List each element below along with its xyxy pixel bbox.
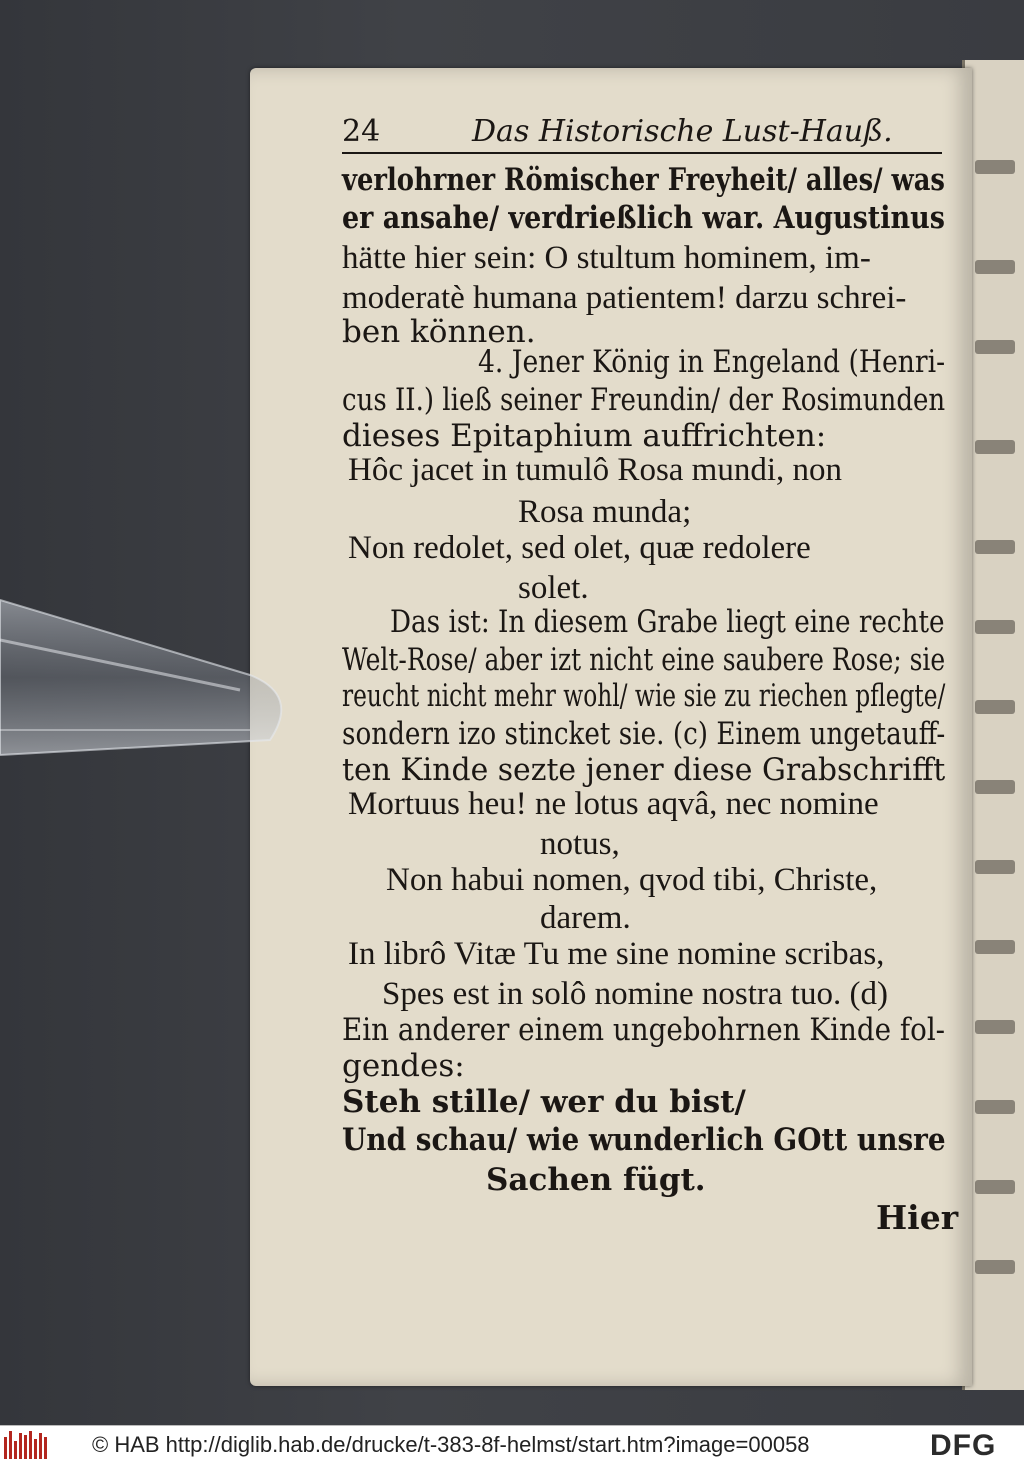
text-line: In librô Vitæ Tu me sine nomine scribas, [348,936,885,972]
text-line: hätte hier sein: O stultum hominem, im- [342,240,871,276]
text-line: sondern izo stincket sie. (c) Einem ungetauff- [342,716,946,752]
hab-logo-icon [4,1431,48,1459]
text-line: Steh stille/ wer du bist/ [342,1084,746,1120]
text-line: Ein anderer einem ungebohrnen Kinde fol- [342,1012,946,1048]
text-line: Sachen fügt. [486,1162,706,1198]
footer-copyright-url[interactable]: © HAB http://diglib.hab.de/drucke/t-383-8f-helmst/start.htm?image=00058 [92,1432,810,1457]
text-line: verlohrner Römischer Freyheit/ alles/ was [342,162,945,198]
text-line: Mortuus heu! ne lotus aqvâ, nec nomine [348,786,879,822]
text-line: Hôc jacet in tumulô Rosa mundi, non [348,452,843,488]
text-line: Welt-Rose/ aber izt nicht eine saubere Rose; sie [342,642,946,678]
text-line: Rosa munda; [518,494,692,530]
text-line: 4. Jener König in Engeland (Henri- [478,344,946,380]
running-head [342,108,942,154]
text-line: Spes est in solô nomine nostra tuo. (d) [382,976,888,1012]
running-head-title: Das Historische Lust-Hauß. [472,114,893,149]
text-line: cus II.) ließ seiner Freundin/ der Rosimunden [342,382,946,418]
text-line: notus, [540,826,620,862]
text-line: Non redolet, sed olet, quæ redolere [348,530,811,566]
page-number: 24 [342,114,381,149]
text-line: solet. [518,570,589,606]
text-line: Und schau/ wie wunderlich GOtt unsre [342,1122,946,1158]
text-line: ten Kinde sezte jener diese Grabschrifft [342,752,946,788]
text-line: gendes: [342,1048,465,1084]
text-line: moderatè humana patientem! darzu schrei- [342,280,907,316]
text-line: darem. [540,900,631,936]
text-line: Non habui nomen, qvod tibi, Christe, [386,862,878,898]
text-line: ben können. [342,314,536,350]
dfg-logo: DFG [930,1429,997,1462]
text-line: reucht nicht mehr wohl/ wie sie zu riechen pflegte/ [342,678,946,714]
text-line: Das ist: In diesem Grabe liegt eine rechte [390,604,945,640]
text-line: er ansahe/ verdrießlich war. Augustinus [342,200,945,236]
catchword: Hier [876,1198,959,1237]
text-line: dieses Epitaphium auffrichten: [342,418,827,454]
footer-bar [0,1425,1024,1464]
